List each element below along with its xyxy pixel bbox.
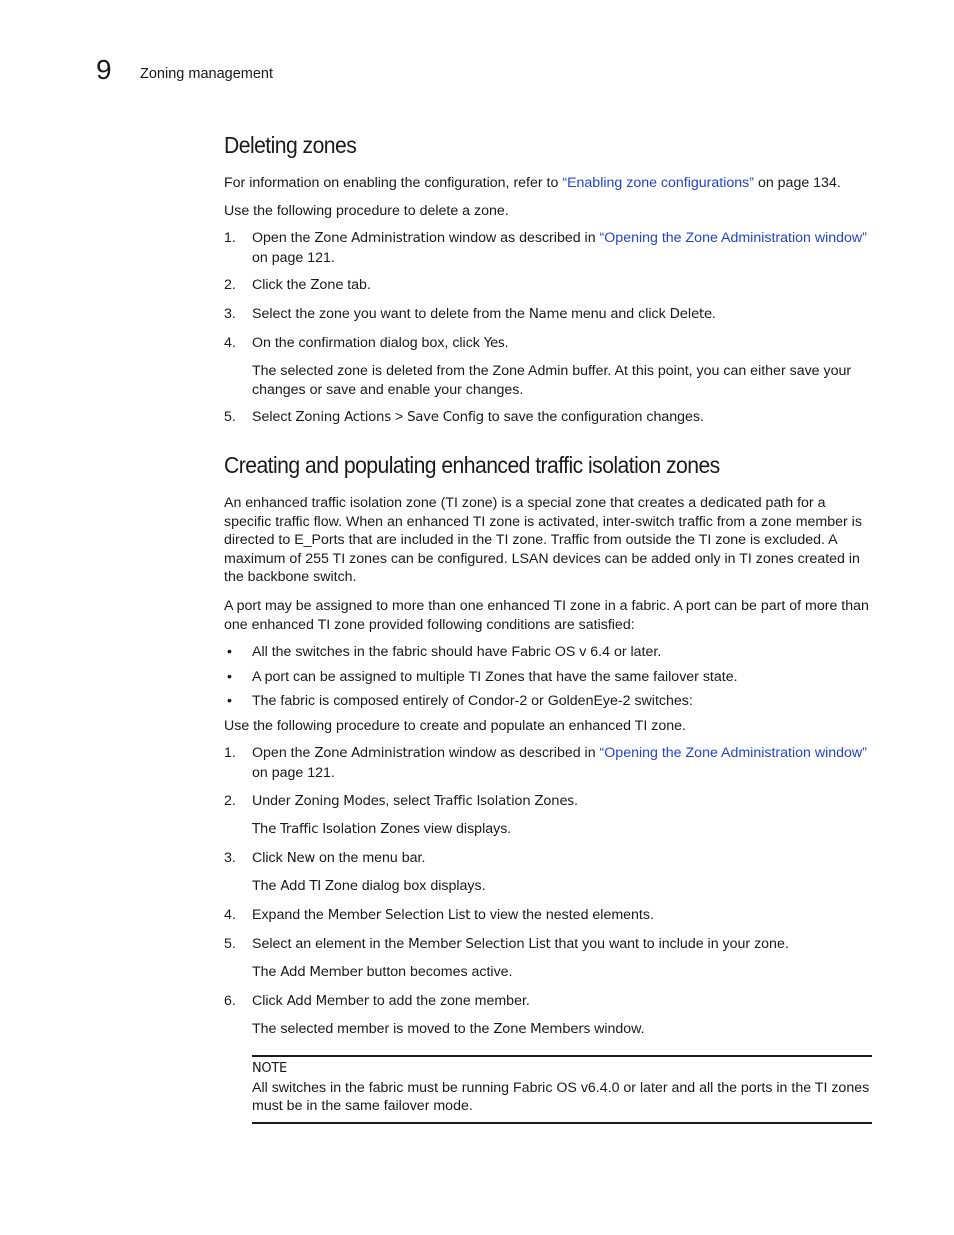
- section1-procedure-intro: Use the following procedure to delete a zone.: [224, 202, 509, 219]
- section-title-deleting-zones: Deleting zones: [224, 132, 357, 158]
- section1-intro: For information on enabling the configuration, refer to “Enabling zone configurations” on page 134.: [224, 175, 841, 191]
- section-title-ti-zones: Creating and populating enhanced traffic isolation zones: [224, 451, 720, 478]
- list-item: • The fabric is composed entirely of Condor-2 or GoldenEye-2 switches:: [227, 693, 693, 710]
- list-item: 1. Open the Zone Administration window as described in “Opening the Zone Administration window” on page 121.: [224, 745, 867, 782]
- list-item: 6. Click Add Member to add the zone member. The selected member is moved to the Zone Members window.: [224, 992, 872, 1040]
- step-result: The Add TI Zone dialog box displays.: [252, 878, 486, 895]
- list-item: 5. Select Zoning Actions > Save Config to save the configuration changes.: [224, 409, 704, 426]
- list-item: 4. On the confirmation dialog box, click Yes. The selected zone is deleted from the Zone Admin buffer. At this point, you can either save your changes or save and enable your changes.: [224, 334, 872, 400]
- list-item: • All the switches in the fabric should have Fabric OS v 6.4 or later.: [227, 644, 662, 661]
- list-item: 1. Open the Zone Administration window as described in “Opening the Zone Administration window” on page 121.: [224, 230, 867, 266]
- list-item: 4. Expand the Member Selection List to view the nested elements.: [224, 907, 654, 924]
- section1-steps: [224, 229, 872, 428]
- page-content: [224, 130, 872, 1124]
- list-item: 5. Select an element in the Member Selection List that you want to include in your zone. The Add Member button becomes active.: [224, 935, 872, 983]
- list-item: 2. Click the Zone tab.: [224, 277, 371, 294]
- step-result: The Add Member button becomes active.: [252, 964, 513, 981]
- note-text: All switches in the fabric must be running Fabric OS v6.4.0 or later and all the ports in the TI zones must be in the same failover mode.: [252, 1079, 870, 1115]
- section2-procedure-intro: Use the following procedure to create and populate an enhanced TI zone.: [224, 717, 686, 734]
- link-enabling-zone-configurations[interactable]: “Enabling zone configurations”: [562, 175, 754, 191]
- section2-steps: [224, 744, 872, 1040]
- link-opening-zone-administration[interactable]: “Opening the Zone Administration window”: [599, 230, 867, 247]
- chapter-title: Zoning management: [140, 66, 273, 82]
- note-label: NOTE: [252, 1061, 287, 1076]
- list-item: 3. Select the zone you want to delete from the Name menu and click Delete.: [224, 305, 716, 322]
- step-result: The Traffic Isolation Zones view displays.: [252, 821, 512, 838]
- section2-bullets: [224, 643, 872, 711]
- list-item: 3. Click New on the menu bar. The Add TI Zone dialog box displays.: [224, 849, 872, 897]
- step-result: The selected member is moved to the Zone Members window.: [252, 1021, 645, 1038]
- list-item: 2. Under Zoning Modes, select Traffic Isolation Zones. The Traffic Isolation Zones view displays.: [224, 792, 872, 840]
- step-result: The selected zone is deleted from the Zone Admin buffer. At this point, you can either save your changes or save and enable your changes.: [252, 363, 852, 398]
- note-box: [252, 1055, 872, 1124]
- list-item: • A port can be assigned to multiple TI Zones that have the same failover state.: [227, 668, 738, 685]
- chapter-number: 9: [96, 54, 112, 85]
- link-opening-zone-administration[interactable]: “Opening the Zone Administration window”: [599, 745, 867, 762]
- section2-para2: A port may be assigned to more than one enhanced TI zone in a fabric. A port can be part of more than one enhanced TI zone provided following conditions are satisfied:: [224, 597, 869, 633]
- section2-para1: An enhanced traffic isolation zone (TI zone) is a special zone that creates a dedicated path for a specific traffic flow. When an enhanced TI zone is activated, inter-switch traffic from a zone member is directed to E_Ports that are included in the TI zone. Traffic from outside the TI zone is excluded. A maximum of 255 TI zones can be configured. LSAN devices can be added only in TI zones created in the backbone switch.: [224, 494, 862, 586]
